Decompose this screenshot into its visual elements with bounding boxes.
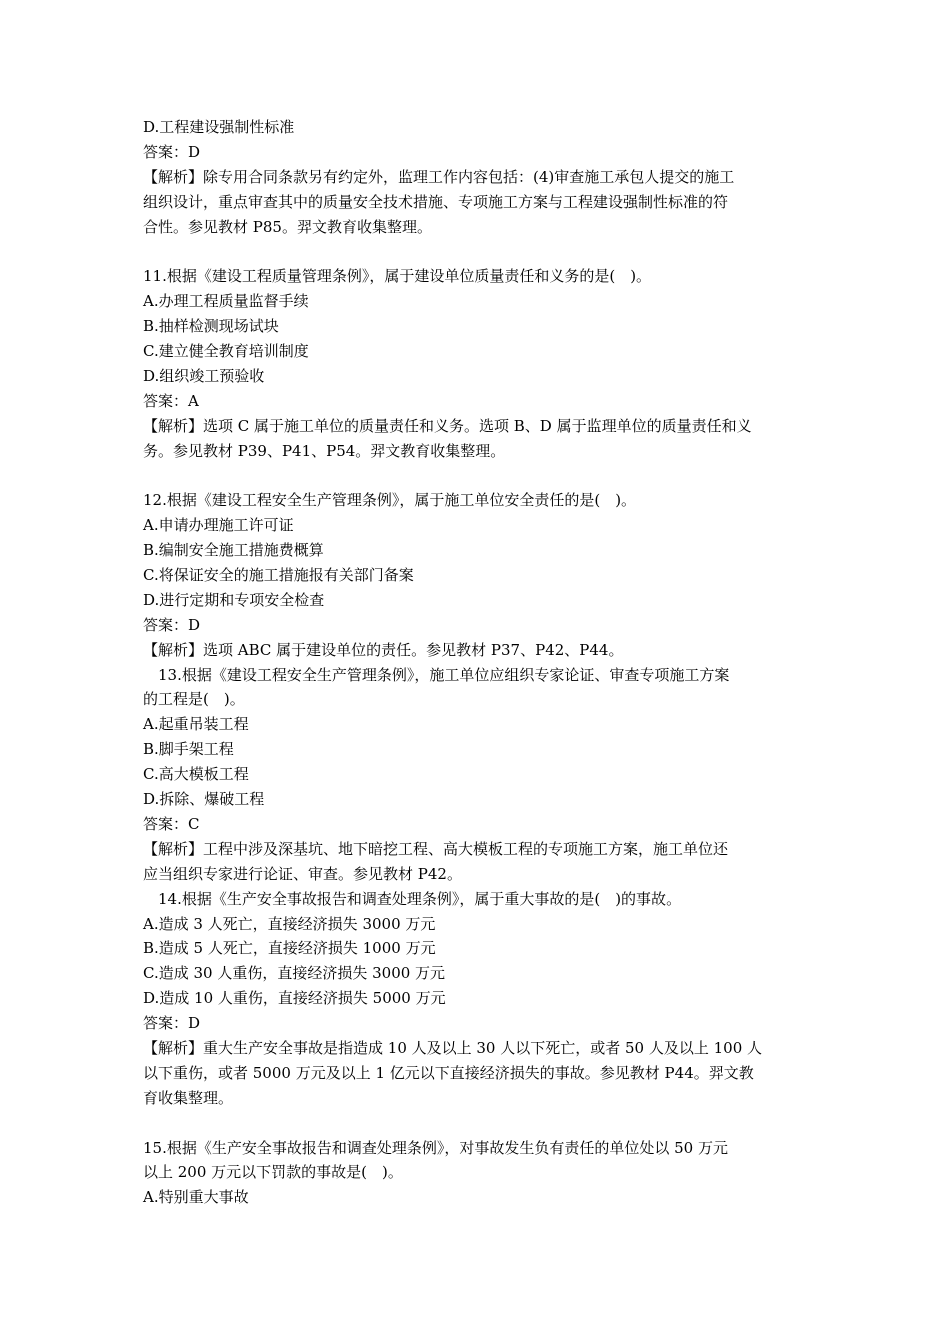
option-c: C.造成 30 人重伤，直接经济损失 3000 万元 [143,964,446,983]
analysis-line: 合性。参见教材 P85。羿文教育收集整理。 [143,217,432,236]
question-stem: 15.根据《生产安全事故报告和调查处理条例》，对事故发生负有责任的单位处以 50 万元 [143,1138,728,1157]
question-stem: 14.根据《生产安全事故报告和调查处理条例》，属于重大事故的是( )的事故。 [158,889,682,908]
question-11 [143,264,813,463]
question-stem-continued: 以上 200 万元以下罚款的事故是( )。 [143,1163,403,1182]
paragraph-gap [143,1111,813,1136]
analysis-line: 育收集整理。 [143,1088,234,1107]
document-body [143,115,813,1210]
analysis-line: 【解析】工程中涉及深基坑、地下暗挖工程、高大模板工程的专项施工方案，施工单位还 [143,839,729,858]
analysis-line: 【解析】选项 C 属于施工单位的质量责任和义务。选项 B、D 属于监理单位的质量责任和义 [143,416,752,435]
option-d: D.拆除、爆破工程 [143,790,265,809]
option-c: C.将保证安全的施工措施报有关部门备案 [143,566,414,585]
option-b: B.编制安全施工措施费概算 [143,541,324,560]
analysis-line: 【解析】除专用合同条款另有约定外，监理工作内容包括：(4)审查施工承包人提交的施工 [143,167,735,186]
analysis-line: 组织设计，重点审查其中的质量安全技术措施、专项施工方案与工程建设强制性标准的符 [143,192,729,211]
option-b: B.造成 5 人死亡，直接经济损失 1000 万元 [143,939,436,958]
option-a: A.办理工程质量监督手续 [143,292,309,311]
option-c: C.高大模板工程 [143,765,249,784]
analysis-line: 【解析】选项 ABC 属于建设单位的责任。参见教材 P37、P42、P44。 [143,640,624,659]
option-b: B.抽样检测现场试块 [143,317,279,336]
option-a: A.造成 3 人死亡，直接经济损失 3000 万元 [143,914,436,933]
option-a: A.特别重大事故 [143,1188,249,1207]
question-stem: 11.根据《建设工程质量管理条例》，属于建设单位质量责任和义务的是( )。 [143,267,652,286]
option-d: D.造成 10 人重伤，直接经济损失 5000 万元 [143,989,446,1008]
question-13 [143,663,813,887]
paragraph-gap [143,463,813,488]
answer: 答案：D [143,142,201,161]
question-10 [143,115,813,239]
answer: 答案：C [143,814,200,833]
question-stem: 13.根据《建设工程安全生产管理条例》，施工单位应组织专家论证、审查专项施工方案 [158,665,730,684]
option-b: B.脚手架工程 [143,740,234,759]
option-d: D.组织竣工预验收 [143,366,265,385]
question-stem-continued: 的工程是( )。 [143,690,245,709]
answer: 答案：D [143,615,201,634]
analysis-line: 务。参见教材 P39、P41、P54。羿文教育收集整理。 [143,441,506,460]
option-c: C.建立健全教育培训制度 [143,342,309,361]
analysis-line: 应当组织专家进行论证、审查。参见教材 P42。 [143,864,462,883]
option-d: D.进行定期和专项安全检查 [143,590,325,609]
analysis-line: 以下重伤，或者 5000 万元及以上 1 亿元以下直接经济损失的事故。参见教材 P44。羿文教 [143,1063,754,1082]
option-d: D.工程建设强制性标准 [143,118,295,136]
answer: 答案：D [143,1014,201,1033]
analysis-line: 【解析】重大生产安全事故是指造成 10 人及以上 30 人以下死亡，或者 50 人及以上 100 人 [143,1038,763,1057]
option-a: A.起重吊装工程 [143,715,249,734]
option-a: A.申请办理施工许可证 [143,516,294,535]
question-stem: 12.根据《建设工程安全生产管理条例》，属于施工单位安全责任的是( )。 [143,491,637,510]
paragraph-gap [143,239,813,264]
question-12 [143,488,813,662]
question-15 [143,1136,813,1211]
answer: 答案：A [143,391,199,410]
question-14 [143,887,813,1111]
